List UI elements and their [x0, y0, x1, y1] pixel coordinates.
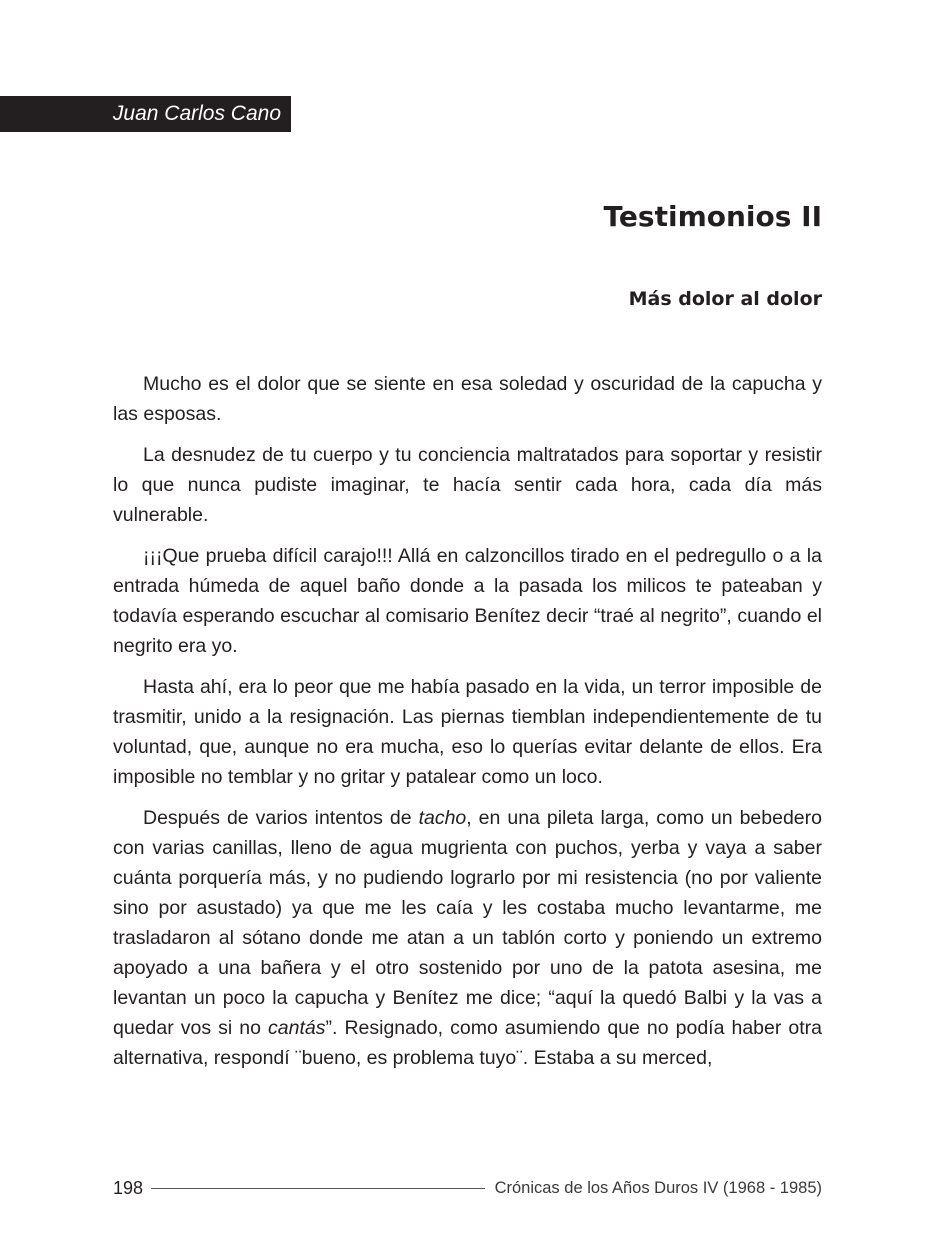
footer-rule	[151, 1188, 485, 1189]
page-number: 198	[113, 1177, 144, 1198]
paragraph-text: , en una pileta larga, como un bebedero con varias canillas, lleno de agua mugrienta con puchos, yerba y vaya a saber cuánta porquería más, y no pudiendo lograrlo por mi resistencia (no por valiente sino por asustado) ya que me les caía y les costaba mucho levantarme, me trasladaron al sótano donde me atan a un tablón corto y poniendo un extremo apoyado a una bañera y el otro sostenido por uno de la patota asesina, me levantan un poco la capucha y Benítez me dice; “aquí la quedó Balbi y la vas a quedar vos si no	[113, 807, 822, 1039]
author-header	[0, 96, 291, 132]
paragraph-text: Después de varios intentos de	[143, 807, 419, 829]
running-title: Crónicas de los Años Duros IV (1968 - 1985)	[494, 1178, 822, 1197]
chapter-title: Testimonios II	[603, 200, 822, 233]
body-text	[113, 369, 822, 1073]
paragraph: Hasta ahí, era lo peor que me había pasado en la vida, un terror imposible de trasmitir, unido a la resignación. Las piernas tiemblan independientemente de tu voluntad, que, aunque no era mucha, eso lo querías evitar delante de ellos. Era imposible no temblar y no gritar y patalear como un loco.	[113, 676, 822, 788]
emphasis-text: cantás	[268, 1017, 326, 1039]
paragraph-text: ”. Resignado, como asumiendo que no podía haber otra alternativa, respondí ¨bueno, es problema tuyo¨. Estaba a su merced,	[113, 1017, 822, 1069]
emphasis-text: tacho	[418, 807, 467, 829]
chapter-subtitle: Más dolor al dolor	[628, 288, 822, 310]
paragraph: La desnudez de tu cuerpo y tu conciencia maltratados para soportar y resistir lo que nunca pudiste imaginar, te hacía sentir cada hora, cada día más vulnerable.	[113, 444, 822, 526]
page-footer	[113, 1175, 822, 1201]
paragraph: Mucho es el dolor que se siente en esa soledad y oscuridad de la capucha y las esposas.	[113, 373, 822, 425]
author-name: Juan Carlos Cano	[112, 102, 281, 125]
paragraph	[113, 803, 822, 1073]
paragraph: ¡¡¡Que prueba difícil carajo!!! Allá en calzoncillos tirado en el pedregullo o a la entrada húmeda de aquel baño donde a la pasada los milicos te pateaban y todavía esperando escuchar al comisario Benítez decir “traé al negrito”, cuando el negrito era yo.	[113, 545, 822, 657]
